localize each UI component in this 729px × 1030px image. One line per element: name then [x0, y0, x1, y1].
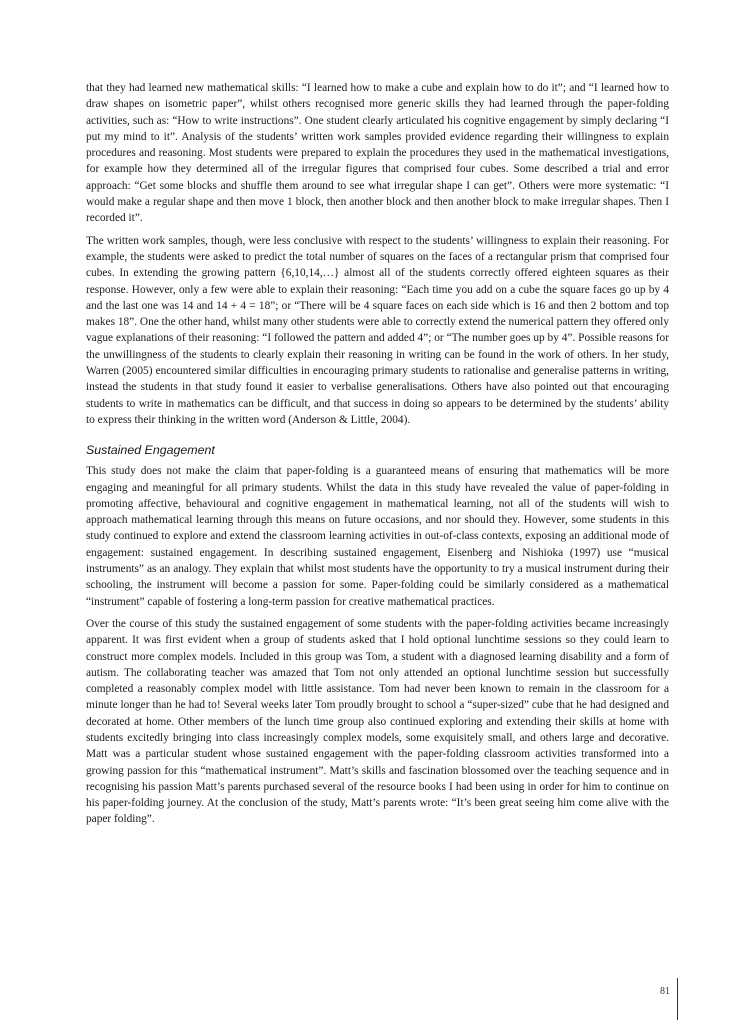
- page-content: [86, 80, 669, 834]
- page-number: 81: [660, 986, 670, 997]
- body-paragraph: This study does not make the claim that paper-folding is a guaranteed means of ensuring that mathematics will be more engaging and meaningful for all primary students. Whilst the data in this study have revealed the value of paper-folding in promoting affective, behavioural and cognitive engagement in mathematical learning, not all of the students will wish to approach mathematical learning through this means on future occasions, and nor should they. However, some students in this study continued to explore and extend the classroom learning activities in out-of-class contexts, exposing an additional mode of engagement: sustained engagement. In describing sustained engagement, Eisenberg and Nishioka (1997) use “musical instruments” as an analogy. They explain that whilst most students have the opportunity to try a musical instrument during their schooling, the instrument will become a passion for some. Paper-folding could be similarly considered as a mathematical “instrument” capable of fostering a long-term passion for creative mathematical practices.: [86, 465, 669, 608]
- body-paragraph: Over the course of this study the sustained engagement of some students with the paper-folding activities became increasingly apparent. It was first evident when a group of students asked that I hold optional lunchtime sessions so they could learn to construct more complex models. Included in this group was Tom, a student with a diagnosed learning disability and a form of autism. The collaborating teacher was amazed that Tom not only attended an optional lunchtime session but successfully completed a reasonably complex model with little assistance. Tom had never been known to remain in the classroom for a minute longer than he had to! Several weeks later Tom proudly brought to school a “super-sized” cube that he had designed and decorated at home. Other members of the lunch time group also continued exploring and extending their skills at home with students excitedly bringing into class increasingly complex models, some exquisitely small, and others large and decorative. Matt was a particular student whose sustained engagement with the paper-folding classroom activities transformed into a growing passion for this “mathematical instrument”. Matt’s skills and fascination blossomed over the teaching sequence and in recognising his passion Matt’s parents purchased several of the resource books I had been using in order for him to continue on his paper-folding journey. At the conclusion of the study, Matt’s parents wrote: “It’s been great seeing him come alive with the paper folding”.: [86, 617, 669, 826]
- page-number-rule: [677, 978, 678, 1020]
- section-heading: Sustained Engagement: [86, 443, 215, 458]
- body-paragraph: that they had learned new mathematical skills: “I learned how to make a cube and explain how to do it”; and “I learned how to draw shapes on isometric paper”, whilst others recognised more generic skills they had learned through the paper-folding activities, such as: “How to write instructions”. One student clearly articulated his cognitive engagement by simply declaring “I put my mind to it”. Analysis of the students’ written work samples provided evidence regarding their willingness to explain procedures and reasoning. Most students were prepared to explain the procedures they used in the mathematical investigations, for example how they determined all of the irregular figures that comprised four cubes. Some described a trial and error approach: “Get some blocks and shuffle them around to see what irregular shape I can get”. Others were more systematic: “I would make a regular shape and then move 1 block, then another block and then another block to make irregular shapes. Then I recorded it”.: [86, 82, 669, 225]
- body-paragraph: The written work samples, though, were less conclusive with respect to the students’ willingness to explain their reasoning. For example, the students were asked to predict the total number of squares on the faces of a rectangular prism that comprised four cubes. In extending the growing pattern {6,10,14,…} almost all of the students correctly offered eighteen squares as their response. However, only a few were able to explain their reasoning: “Each time you add on a cube the square faces go up by 4 and the last one was 14 and 14 + 4 = 18”; or “There will be 4 square faces on each side which is 16 and then 2 bottom and top makes 18”. One the other hand, whilst many other students were able to correctly extend the numerical pattern they offered only vague explanations of their reasoning: “I followed the pattern and added 4”; or “The number goes up by 4”. Possible reasons for the unwillingness of the students to clearly explain their reasoning in writing can be found in the work of others. In her study, Warren (2005) encountered similar difficulties in encouraging primary students to rationalise and generalise patterns in writing, instead the students in that study found it easier to verbalise generalisations. Others have also pointed out that encouraging students to write in mathematics can be difficult, and that success in doing so appears to be determined by the students’ ability to express their thinking in the written word (Anderson & Little, 2004).: [86, 234, 669, 426]
